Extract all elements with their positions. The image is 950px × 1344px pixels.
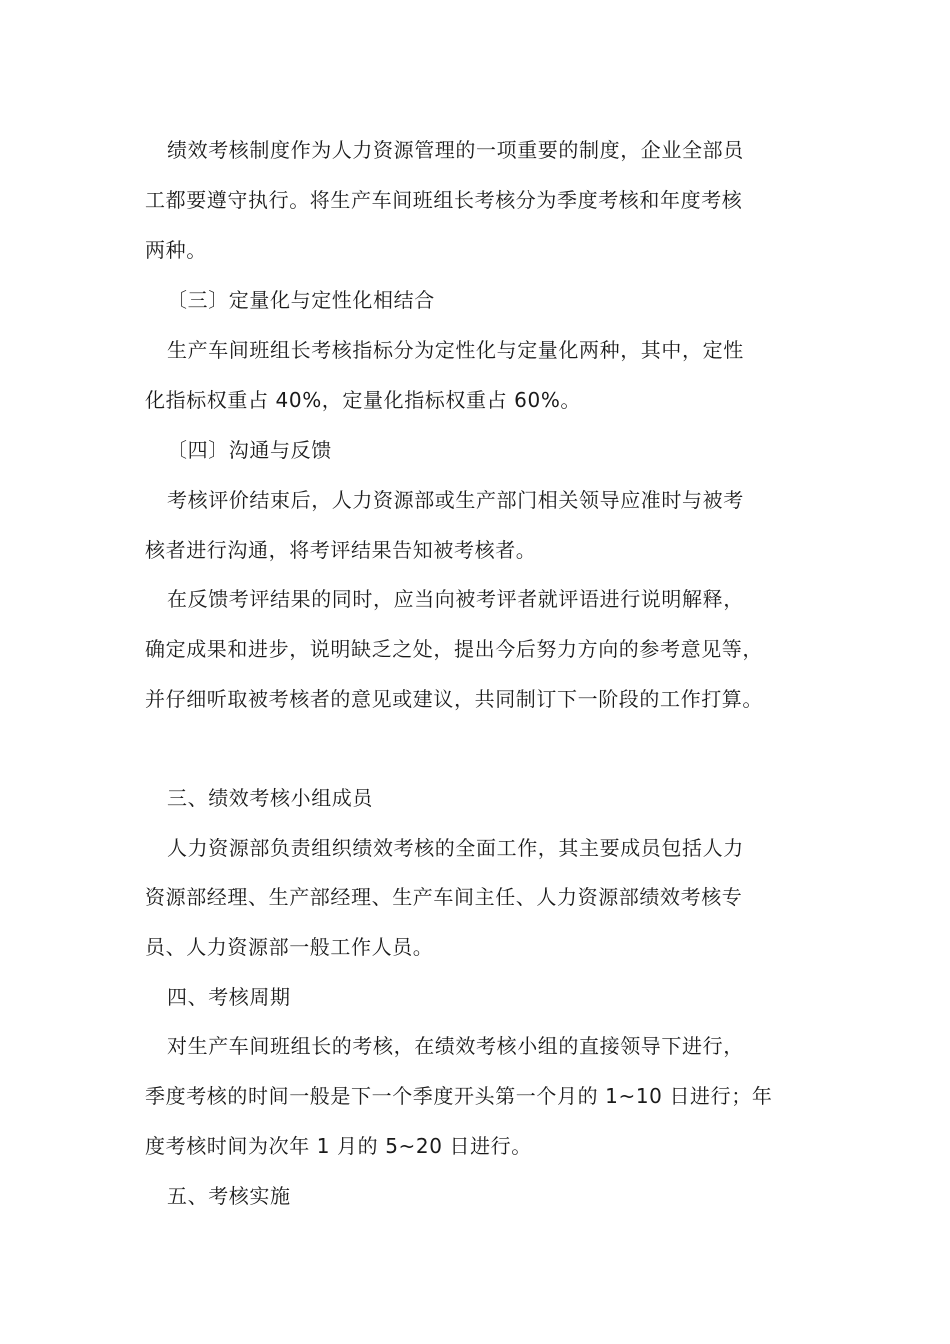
paragraph-line: 员、人力资源部一般工作人员。: [145, 935, 434, 959]
section-heading: 四、考核周期: [167, 985, 291, 1009]
paragraph-line: 对生产车间班组长的考核，在绩效考核小组的直接领导下进行，: [167, 1034, 744, 1058]
section-heading: 〔四〕沟通与反馈: [167, 438, 332, 462]
paragraph-line: 在反馈考评结果的同时，应当向被考评者就评语进行说明解释，: [167, 587, 744, 611]
paragraph-line: 生产车间班组长考核指标分为定性化与定量化两种，其中，定性: [167, 338, 744, 362]
paragraph-line: 资源部经理、生产部经理、生产车间主任、人力资源部绩效考核专: [145, 885, 743, 909]
paragraph-line: 人力资源部负责组织绩效考核的全面工作，其主要成员包括人力: [167, 836, 744, 860]
section-heading: 五、考核实施: [167, 1184, 291, 1208]
section-heading: 三、绩效考核小组成员: [167, 786, 373, 810]
paragraph-line: 工都要遵守执行。将生产车间班组长考核分为季度考核和年度考核: [145, 188, 743, 212]
paragraph-line: 化指标权重占 40%，定量化指标权重占 60%。: [145, 388, 582, 412]
paragraph-line: 确定成果和进步，说明缺乏之处，提出今后努力方向的参考意见等，: [145, 637, 763, 661]
section-heading: 〔三〕定量化与定性化相结合: [167, 288, 435, 312]
paragraph-line: 绩效考核制度作为人力资源管理的一项重要的制度，企业全部员: [167, 138, 744, 162]
paragraph-line: 核者进行沟通，将考评结果告知被考核者。: [145, 538, 537, 562]
paragraph-line: 并仔细听取被考核者的意见或建议，共同制订下一阶段的工作打算。: [145, 687, 763, 711]
paragraph-line: 两种。: [145, 238, 207, 262]
paragraph-line: 度考核时间为次年 1 月的 5~20 日进行。: [145, 1134, 532, 1158]
paragraph-line: 季度考核的时间一般是下一个季度开头第一个月的 1~10 日进行；年: [145, 1084, 773, 1108]
paragraph-line: 考核评价结束后，人力资源部或生产部门相关领导应准时与被考: [167, 488, 744, 512]
